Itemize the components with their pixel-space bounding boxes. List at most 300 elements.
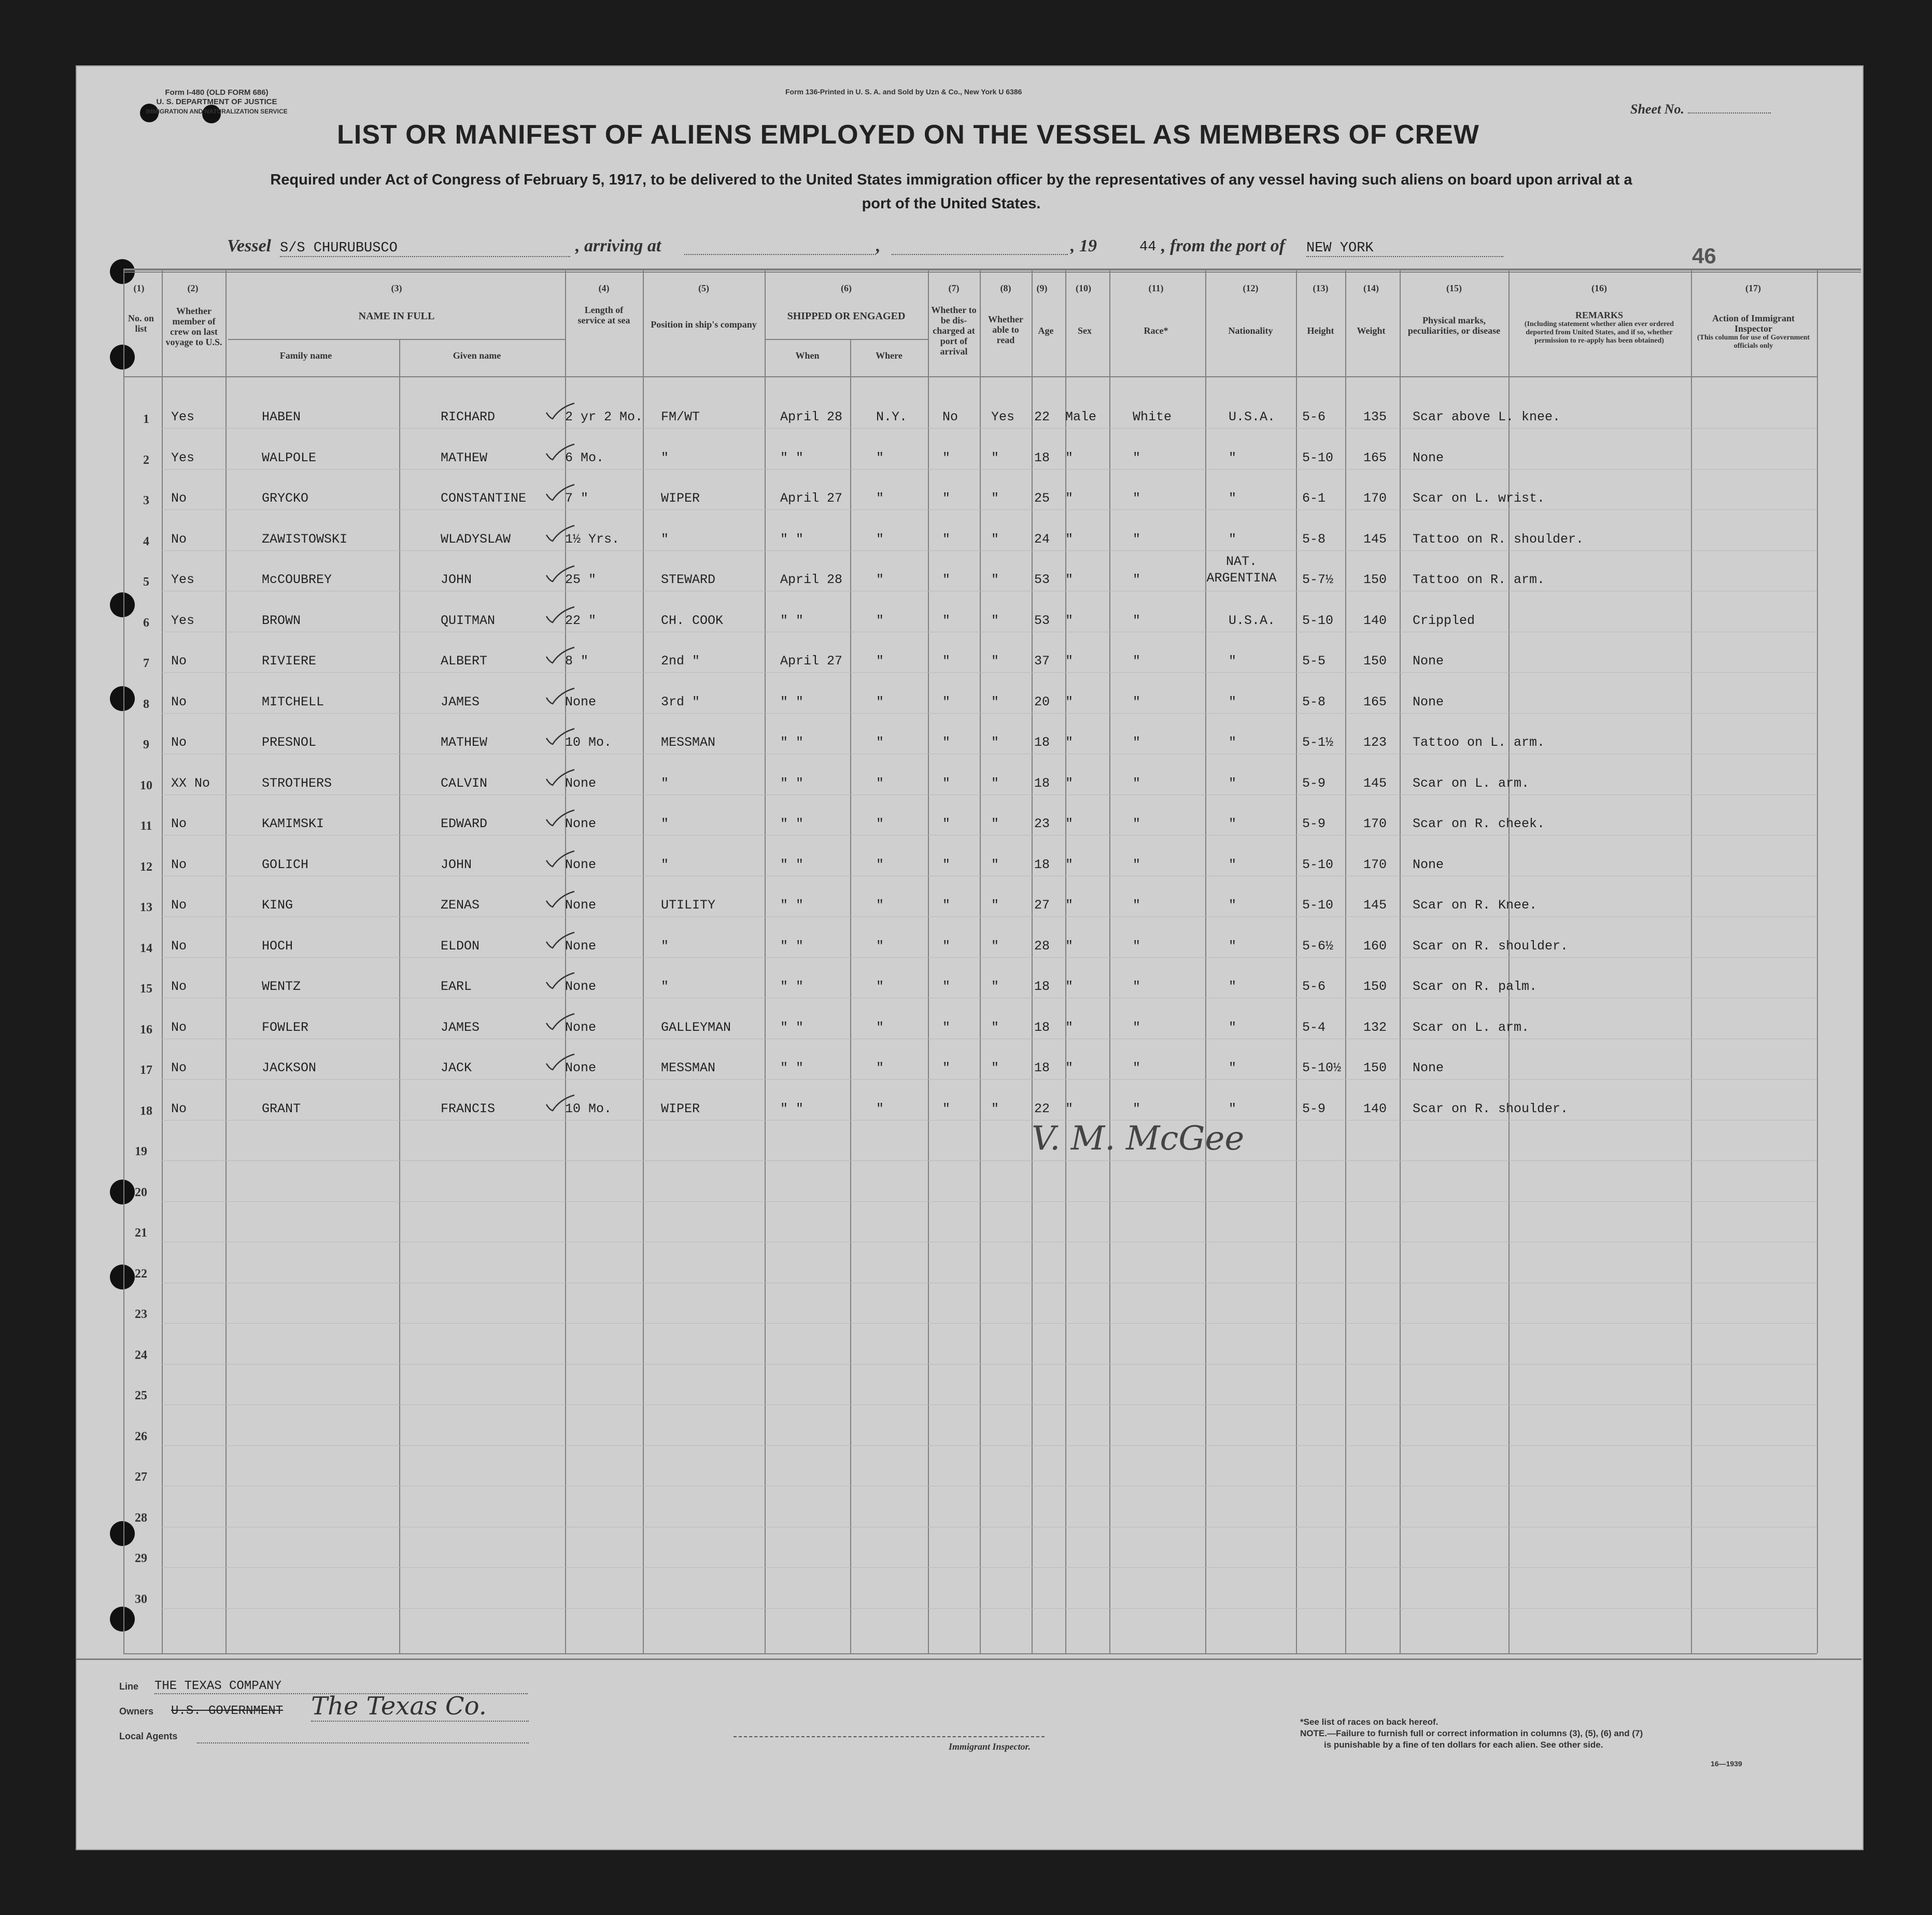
nationality-cell: " [1229, 735, 1237, 750]
race-cell: White [1133, 409, 1172, 424]
family-name-cell: WALPOLE [262, 450, 317, 465]
col-16-block [1511, 310, 1687, 345]
discharged-cell: " [942, 939, 951, 954]
arriving-date-sep: , [876, 236, 881, 256]
family-name-cell: FOWLER [262, 1020, 309, 1035]
service-length-cell: None [565, 1060, 597, 1075]
row-rule [162, 957, 1817, 958]
inspector-label: Immigrant Inspector. [949, 1741, 1031, 1752]
shipped-where-cell: " [876, 735, 884, 750]
shipped-when-cell: " " [780, 450, 804, 465]
weight-cell: 145 [1363, 898, 1387, 913]
given-name-cell: MATHEW [441, 735, 488, 750]
check-mark-icon [544, 1053, 575, 1071]
shipped-where-cell: " [876, 654, 884, 669]
col-12-num: (12) [1243, 283, 1259, 293]
check-mark-icon [544, 524, 575, 542]
height-cell: 5-6 [1302, 409, 1326, 424]
col-3-label: NAME IN FULL [358, 310, 435, 322]
last-voyage-cell: Yes [171, 409, 195, 424]
weight-cell: 150 [1363, 1060, 1387, 1075]
last-voyage-cell: Yes [171, 572, 195, 587]
row-rule [162, 1567, 1817, 1568]
row-rule [162, 550, 1817, 551]
check-mark-icon [544, 1013, 575, 1030]
nationality-cell: " [1229, 979, 1237, 994]
weight-cell: 140 [1363, 1101, 1387, 1116]
shipped-where-cell: " [876, 939, 884, 954]
shipped-where-cell: " [876, 694, 884, 710]
service-length-cell: None [565, 776, 597, 791]
owners-struck-value: U.S. GOVERNMENT [171, 1704, 284, 1718]
age-cell: 22 [1034, 1101, 1050, 1116]
race-cell: " [1133, 450, 1141, 465]
shipped-when-cell: " " [780, 532, 804, 547]
owners-label: Owners [119, 1706, 154, 1717]
service-length-cell: 8 " [565, 654, 589, 669]
page-mark: 46 [1692, 244, 1716, 268]
given-name-cell: JACK [441, 1060, 472, 1075]
arriving-label: , arriving at [575, 236, 661, 256]
shipped-where-cell: N.Y. [876, 409, 908, 424]
shipped-where-cell: " [876, 979, 884, 994]
shipped-when-cell: " " [780, 857, 804, 872]
shipped-when-cell: " " [780, 816, 804, 831]
col-6-where-label: Where [876, 350, 902, 361]
physical-marks-cell: Scar on R. Knee. [1413, 898, 1538, 913]
date-blank [892, 254, 1068, 255]
family-name-cell: GOLICH [262, 857, 309, 872]
able-to-read-cell: " [991, 572, 999, 587]
position-cell: " [661, 939, 669, 954]
last-voyage-cell: No [171, 857, 187, 872]
col-14-label: Weight [1357, 325, 1386, 336]
race-cell: " [1133, 1101, 1141, 1116]
discharged-cell: " [942, 1020, 951, 1035]
col-9-num: (9) [1036, 283, 1048, 293]
physical-marks-cell: None [1413, 654, 1444, 669]
check-mark-icon [544, 972, 575, 989]
able-to-read-cell: " [991, 654, 999, 669]
given-name-cell: QUITMAN [441, 613, 496, 628]
col-6-num: (6) [841, 283, 852, 293]
family-name-cell: GRANT [262, 1101, 301, 1116]
check-mark-icon [544, 890, 575, 908]
row-rule [162, 916, 1817, 917]
col-10-label: Sex [1078, 325, 1092, 336]
height-cell: 5-1½ [1302, 735, 1334, 750]
physical-marks-cell: Scar on L. arm. [1413, 1020, 1530, 1035]
position-cell: " [661, 450, 669, 465]
given-name-cell: JOHN [441, 857, 472, 872]
table-top-rule [123, 268, 1861, 271]
family-name-cell: MITCHELL [262, 694, 325, 710]
family-name-cell: JACKSON [262, 1060, 317, 1075]
weight-cell: 132 [1363, 1020, 1387, 1035]
sex-cell: " [1065, 1101, 1074, 1116]
shipped-when-cell: " " [780, 1060, 804, 1075]
shipped-when-cell: " " [780, 1020, 804, 1035]
height-cell: 5-8 [1302, 532, 1326, 547]
age-cell: 53 [1034, 572, 1050, 587]
service-length-cell: None [565, 898, 597, 913]
age-cell: 24 [1034, 532, 1050, 547]
nationality-cell: " [1229, 450, 1237, 465]
from-port-label: , from the port of [1161, 236, 1285, 256]
height-cell: 5-9 [1302, 776, 1326, 791]
sex-cell: " [1065, 735, 1074, 750]
given-name-cell: JAMES [441, 694, 480, 710]
position-cell: " [661, 816, 669, 831]
subtitle-line-2: port of the United States. [862, 195, 1041, 212]
physical-marks-cell: Scar on R. shoulder. [1413, 939, 1569, 954]
position-cell: 2nd " [661, 654, 700, 669]
able-to-read-cell: " [991, 491, 999, 506]
footnote-penalty-2: is punishable by a fine of ten dollars for each alien. See other side. [1324, 1740, 1603, 1750]
local-agents-blank [197, 1742, 529, 1743]
physical-marks-cell: Tattoo on L. arm. [1413, 735, 1545, 750]
weight-cell: 170 [1363, 491, 1387, 506]
able-to-read-cell: " [991, 1060, 999, 1075]
family-name-cell: GRYCKO [262, 491, 309, 506]
sex-cell: " [1065, 939, 1074, 954]
age-cell: 18 [1034, 1060, 1050, 1075]
col-8-num: (8) [1000, 283, 1011, 293]
col-13-label: Height [1307, 325, 1334, 336]
weight-cell: 135 [1363, 409, 1387, 424]
given-name-cell: CONSTANTINE [441, 491, 527, 506]
row-number: 1 [143, 413, 149, 426]
last-voyage-cell: Yes [171, 450, 195, 465]
check-mark-icon [544, 565, 575, 583]
row-number: 12 [140, 860, 152, 874]
shipped-when-cell: " " [780, 613, 804, 628]
height-cell: 5-9 [1302, 816, 1326, 831]
family-name-cell: PRESNOL [262, 735, 317, 750]
col-17-sub: (This column for use of Government officials only [1697, 334, 1810, 350]
family-name-cell: McCOUBREY [262, 572, 332, 587]
row-number: 10 [140, 779, 152, 792]
check-mark-icon [544, 728, 575, 745]
race-cell: " [1133, 1060, 1141, 1075]
able-to-read-cell: " [991, 1020, 999, 1035]
shipped-when-cell: " " [780, 979, 804, 994]
height-cell: 5-10 [1302, 857, 1334, 872]
last-voyage-cell: No [171, 1020, 187, 1035]
check-mark-icon [544, 687, 575, 705]
col-15-num: (15) [1446, 283, 1462, 293]
nationality-cell: " [1229, 1101, 1237, 1116]
name-header-rule [228, 339, 565, 340]
shipped-where-cell: " [876, 857, 884, 872]
last-voyage-cell: XX No [171, 776, 210, 791]
table-bottom-rule [123, 1653, 1817, 1654]
footnote-penalty-1: NOTE.—Failure to furnish full or correct information in columns (3), (5), (6) and (7) [1300, 1728, 1643, 1738]
col-2-label: Whether member of crew on last voyage to U.S. [165, 306, 222, 347]
age-cell: 18 [1034, 857, 1050, 872]
race-cell: " [1133, 572, 1141, 587]
nationality-cell: " [1229, 816, 1237, 831]
sex-cell: " [1065, 816, 1074, 831]
empty-row-number: 29 [135, 1552, 147, 1565]
weight-cell: 160 [1363, 939, 1387, 954]
footer-rule [76, 1658, 1862, 1660]
row-number: 13 [140, 901, 152, 914]
col-5-num: (5) [698, 283, 709, 293]
col-17-label: Action of Immigrant Inspector [1712, 313, 1795, 334]
shipped-where-cell: " [876, 898, 884, 913]
col-2-num: (2) [187, 283, 199, 293]
discharged-cell: " [942, 857, 951, 872]
sex-cell: " [1065, 654, 1074, 669]
form-code: 16—1939 [1711, 1760, 1742, 1768]
age-cell: 28 [1034, 939, 1050, 954]
empty-row-number: 30 [135, 1593, 147, 1606]
check-mark-icon [544, 931, 575, 949]
nationality-cell: " [1229, 1060, 1237, 1075]
col-3-num: (3) [391, 283, 402, 293]
height-cell: 5-10 [1302, 613, 1334, 628]
able-to-read-cell: " [991, 613, 999, 628]
physical-marks-cell: Crippled [1413, 613, 1475, 628]
nationality-cell: " [1229, 898, 1237, 913]
position-cell: MESSMAN [661, 735, 716, 750]
discharged-cell: " [942, 491, 951, 506]
physical-marks-cell: None [1413, 1060, 1444, 1075]
age-cell: 18 [1034, 450, 1050, 465]
empty-row-number: 23 [135, 1308, 147, 1321]
service-length-cell: None [565, 1020, 597, 1035]
last-voyage-cell: No [171, 979, 187, 994]
nationality-cell: NAT. ARGENTINA [1206, 554, 1277, 586]
weight-cell: 165 [1363, 450, 1387, 465]
check-mark-icon [544, 1094, 575, 1112]
row-rule [162, 1201, 1817, 1202]
sex-cell: Male [1065, 409, 1097, 424]
discharged-cell: " [942, 1101, 951, 1116]
able-to-read-cell: " [991, 694, 999, 710]
able-to-read-cell: " [991, 939, 999, 954]
discharged-cell: " [942, 979, 951, 994]
position-cell: WIPER [661, 491, 700, 506]
family-name-cell: KAMIMSKI [262, 816, 325, 831]
able-to-read-cell: " [991, 735, 999, 750]
service-length-cell: None [565, 857, 597, 872]
physical-marks-cell: Scar on R. cheek. [1413, 816, 1545, 831]
check-mark-icon [544, 443, 575, 461]
weight-cell: 123 [1363, 735, 1387, 750]
height-cell: 5-10 [1302, 450, 1334, 465]
footnote-races: *See list of races on back hereof. [1300, 1717, 1439, 1727]
last-voyage-cell: No [171, 816, 187, 831]
sex-cell: " [1065, 1060, 1074, 1075]
age-cell: 18 [1034, 1020, 1050, 1035]
empty-row-number: 20 [135, 1186, 147, 1199]
sex-cell: " [1065, 898, 1074, 913]
weight-cell: 170 [1363, 816, 1387, 831]
inspector-sign-line [734, 1736, 1045, 1737]
shipped-header-rule [765, 339, 928, 340]
age-cell: 18 [1034, 776, 1050, 791]
column-divider [123, 268, 124, 1653]
row-number: 3 [143, 494, 149, 507]
race-cell: " [1133, 735, 1141, 750]
shipped-where-cell: " [876, 450, 884, 465]
col-7-num: (7) [948, 283, 960, 293]
col-6-when-label: When [795, 350, 820, 361]
nationality-cell: U.S.A. [1229, 613, 1276, 628]
row-rule [162, 469, 1817, 470]
shipped-when-cell: " " [780, 694, 804, 710]
shipped-where-cell: " [876, 1020, 884, 1035]
race-cell: " [1133, 857, 1141, 872]
discharged-cell: " [942, 898, 951, 913]
discharged-cell: " [942, 654, 951, 669]
col-8-label: Whether able to read [988, 314, 1023, 345]
row-rule [162, 1364, 1817, 1365]
shipped-when-cell: " " [780, 898, 804, 913]
col-14-num: (14) [1363, 283, 1379, 293]
department-name: U. S. DEPARTMENT OF JUSTICE [156, 97, 277, 106]
race-cell: " [1133, 816, 1141, 831]
col-11-num: (11) [1148, 283, 1164, 293]
height-cell: 5-6½ [1302, 939, 1334, 954]
weight-cell: 170 [1363, 857, 1387, 872]
col-4-num: (4) [598, 283, 610, 293]
given-name-cell: ELDON [441, 939, 480, 954]
able-to-read-cell: " [991, 776, 999, 791]
height-cell: 5-10½ [1302, 1060, 1342, 1075]
nationality-cell: " [1229, 491, 1237, 506]
row-rule [162, 428, 1817, 429]
shipped-when-cell: " " [780, 939, 804, 954]
age-cell: 37 [1034, 654, 1050, 669]
shipped-when-cell: " " [780, 735, 804, 750]
discharged-cell: " [942, 572, 951, 587]
col-16-label: REMARKS [1575, 310, 1623, 320]
col-1-label: No. on list [128, 313, 154, 334]
row-rule [162, 509, 1817, 510]
subtitle-line-1: Required under Act of Congress of February 5, 1917, to be delivered to the United States immigration officer by the representatives of any vessel having such aliens on board upon arrival at a [270, 172, 1632, 188]
row-rule [162, 1079, 1817, 1080]
row-number: 6 [143, 616, 149, 630]
nationality-cell: " [1229, 857, 1237, 872]
punch-hole [110, 1607, 135, 1632]
row-number: 11 [140, 819, 152, 833]
race-cell: " [1133, 939, 1141, 954]
name-split-divider [399, 340, 400, 1653]
col-16-sub: (Including statement whether alien ever ordered deported from United States, and if so, whether permission to re-apply has been obtained) [1524, 320, 1674, 345]
footnote-block [1300, 1717, 1767, 1751]
row-number: 15 [140, 982, 152, 996]
service-length-cell: 6 Mo. [565, 450, 604, 465]
discharged-cell: " [942, 532, 951, 547]
check-mark-icon [544, 769, 575, 786]
family-name-cell: RIVIERE [262, 654, 317, 669]
punch-hole [110, 592, 135, 617]
family-name-cell: BROWN [262, 613, 301, 628]
last-voyage-cell: No [171, 939, 187, 954]
race-cell: " [1133, 776, 1141, 791]
empty-row-number: 21 [135, 1226, 147, 1240]
line-label: Line [119, 1681, 139, 1692]
sheet-number-label: Sheet No. [1630, 102, 1684, 117]
sex-cell: " [1065, 572, 1074, 587]
physical-marks-cell: Scar above L. knee. [1413, 409, 1561, 424]
shipped-where-cell: " [876, 1101, 884, 1116]
family-name-cell: ZAWISTOWSKI [262, 532, 348, 547]
punch-hole [110, 345, 135, 370]
given-name-cell: ALBERT [441, 654, 488, 669]
discharged-cell: " [942, 776, 951, 791]
given-name-cell: WLADYSLAW [441, 532, 511, 547]
given-name-cell: FRANCIS [441, 1101, 496, 1116]
row-rule [162, 1323, 1817, 1324]
sex-cell: " [1065, 450, 1074, 465]
year-prefix: , 19 [1070, 236, 1097, 256]
weight-cell: 165 [1363, 694, 1387, 710]
given-name-cell: JAMES [441, 1020, 480, 1035]
height-cell: 5-5 [1302, 654, 1326, 669]
inspector-signature: V. M. McGee [1032, 1119, 1245, 1158]
physical-marks-cell: None [1413, 450, 1444, 465]
sex-cell: " [1065, 491, 1074, 506]
col-16-num: (16) [1591, 283, 1607, 293]
last-voyage-cell: No [171, 1101, 187, 1116]
form-header-block [123, 88, 310, 116]
shipped-where-cell: " [876, 532, 884, 547]
shipped-when-cell: " " [780, 776, 804, 791]
col-1-num: (1) [133, 283, 145, 293]
empty-row-number: 26 [135, 1430, 147, 1443]
vessel-label: Vessel [227, 236, 271, 256]
discharged-cell: " [942, 1060, 951, 1075]
age-cell: 27 [1034, 898, 1050, 913]
last-voyage-cell: No [171, 491, 187, 506]
last-voyage-cell: No [171, 1060, 187, 1075]
sex-cell: " [1065, 776, 1074, 791]
family-name-cell: STROTHERS [262, 776, 332, 791]
col-3-given-label: Given name [453, 350, 501, 361]
shipped-when-cell: " " [780, 1101, 804, 1116]
last-voyage-cell: No [171, 532, 187, 547]
nationality-cell: " [1229, 939, 1237, 954]
able-to-read-cell: " [991, 816, 999, 831]
line-value: THE TEXAS COMPANY [154, 1679, 528, 1694]
sex-cell: " [1065, 1020, 1074, 1035]
shipped-where-cell: " [876, 613, 884, 628]
row-rule [162, 672, 1817, 673]
position-cell: STEWARD [661, 572, 716, 587]
given-name-cell: MATHEW [441, 450, 488, 465]
empty-row-number: 28 [135, 1511, 147, 1525]
given-name-cell: CALVIN [441, 776, 488, 791]
last-voyage-cell: Yes [171, 613, 195, 628]
form-id: Form I-480 (OLD FORM 686) [165, 88, 269, 97]
physical-marks-cell: Scar on R. palm. [1413, 979, 1538, 994]
discharged-cell: No [942, 409, 958, 424]
position-cell: " [661, 532, 669, 547]
service-length-cell: 2 yr 2 Mo. [565, 409, 643, 424]
vessel-name: S/S CHURUBUSCO [280, 240, 570, 257]
position-cell: MESSMAN [661, 1060, 716, 1075]
sheet-number [1630, 102, 1771, 117]
row-number: 5 [143, 575, 149, 589]
col-10-num: (10) [1076, 283, 1091, 293]
height-cell: 5-8 [1302, 694, 1326, 710]
shipped-when-cell: April 28 [780, 572, 843, 587]
col-7-label: Whether to be dis-charged at port of arrival [931, 305, 977, 357]
